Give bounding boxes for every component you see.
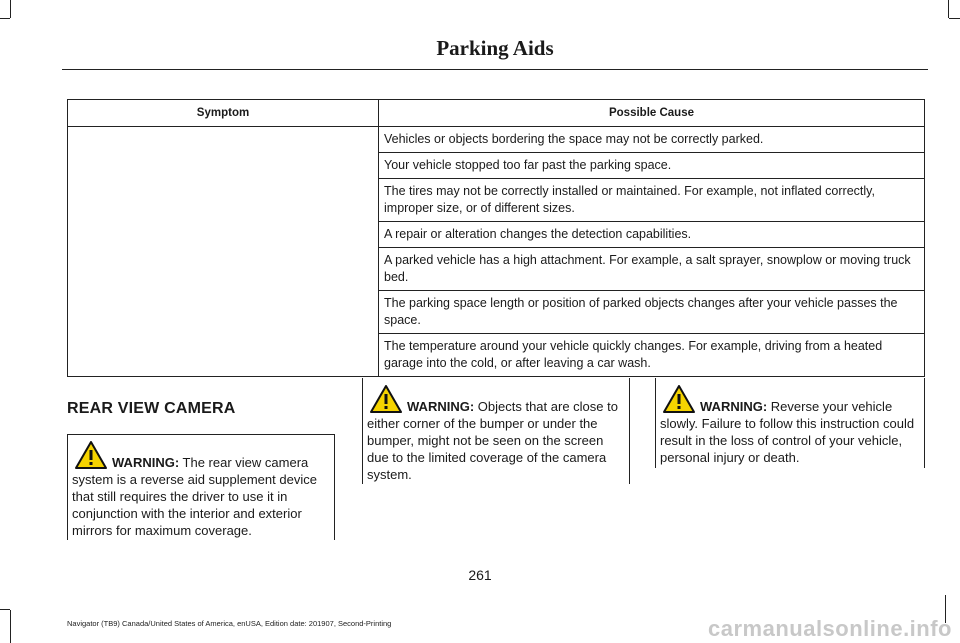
cause-cell: The temperature around your vehicle quickly changes. For example, driving from a heated garage into the cold, or after leaving a car wash. [379, 334, 925, 377]
footer-edition: Navigator (TB9) Canada/United States of America, enUSA, Edition date: 201907, Second-Printing [67, 619, 392, 628]
box-rule [334, 434, 335, 540]
cause-cell: Your vehicle stopped too far past the parking space. [379, 153, 925, 179]
warning-box [67, 434, 335, 540]
warning-box [655, 378, 925, 468]
box-rule [655, 378, 656, 468]
warning-body: Objects that are close to either corner of the bumper or under the bumper, might not be seen on the screen due to the limited coverage of the camera system. [367, 399, 618, 482]
page-title: Parking Aids [436, 36, 554, 60]
warning-text [72, 440, 330, 539]
box-rule [629, 378, 630, 484]
header-rule [62, 69, 928, 70]
warning-triangle-icon [662, 384, 696, 414]
cause-cell: A parked vehicle has a high attachment. For example, a salt sprayer, snowplow or moving truck bed. [379, 248, 925, 291]
crop-mark [0, 609, 10, 610]
symptom-table [67, 99, 925, 377]
box-rule [67, 434, 335, 435]
crop-mark [948, 0, 949, 18]
page-number: 261 [468, 567, 492, 583]
warning-lead: WARNING: [700, 399, 768, 414]
warning-text [367, 384, 625, 483]
warning-box [362, 378, 630, 484]
cause-cell: The parking space length or position of parked objects changes after your vehicle passes the space. [379, 291, 925, 334]
symptom-cell [68, 127, 379, 377]
cause-cell: A repair or alteration changes the detection capabilities. [379, 222, 925, 248]
watermark: carmanualsonline.info [708, 616, 952, 641]
cause-cell: Vehicles or objects bordering the space may not be correctly parked. [379, 127, 925, 153]
crop-mark [10, 0, 11, 18]
crop-mark [0, 18, 10, 19]
warning-triangle-icon [74, 440, 108, 470]
cause-cell: The tires may not be correctly installed or maintained. For example, not inflated correctly, improper size, or of different sizes. [379, 179, 925, 222]
warning-body: The rear view camera system is a reverse aid supplement device that still requires the driver to use it in conjunction with the interior and exterior mirrors for maximum coverage. [72, 455, 317, 538]
box-rule [362, 378, 363, 484]
box-rule [924, 378, 925, 468]
warning-text [660, 384, 920, 466]
crop-mark [949, 18, 960, 19]
table-row [68, 127, 925, 153]
warning-body: Reverse your vehicle slowly. Failure to follow this instruction could result in the loss of control of your vehicle, personal injury or death. [660, 399, 915, 465]
warning-triangle-icon [369, 384, 403, 414]
warning-lead: WARNING: [407, 399, 475, 414]
crop-mark [10, 610, 11, 643]
warning-lead: WARNING: [112, 455, 180, 470]
table-header-cause: Possible Cause [379, 100, 925, 127]
table-header-row [68, 100, 925, 127]
section-title: REAR VIEW CAMERA [67, 400, 236, 417]
box-rule [67, 434, 68, 540]
table-header-symptom: Symptom [68, 100, 379, 127]
